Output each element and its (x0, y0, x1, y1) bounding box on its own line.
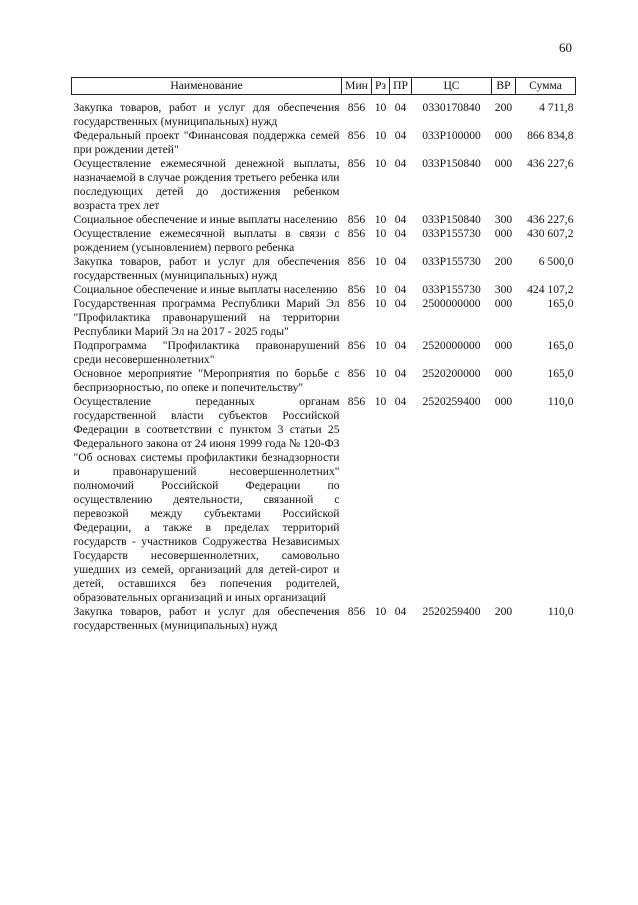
row-vr: 300 (494, 213, 513, 226)
row-rz: 10 (374, 213, 387, 226)
table-row (72, 227, 576, 255)
row-name: Осуществление переданных органам государственной власти субъектов Российской Федерации в соответствии с пунктом 3 статьи 25 Федерального закона от 24 июня 1999 года № 120-ФЗ "Об основах системы профилактики безнадзорности и правонарушений несовершеннолетних" полномочий Российской Федерации по осуществлению деятельности, связанной с перевозкой между субъектами Российской Федерации, а также в пределах территорий государств - участников Содружества Независимых Государств несовершеннолетних, самовольно ушедших из семей, организаций для детей-сирот и детей, оставшихся без попечения родителей, образовательных организаций и иных организаций (73, 395, 340, 604)
row-pr: 04 (394, 297, 407, 310)
row-name: Государственная программа Республики Марий Эл "Профилактика правонарушений на территории Республики Марий Эл на 2017 - 2025 годы" (73, 297, 340, 338)
row-sum: 110,0 (547, 395, 574, 408)
row-vr: 000 (494, 297, 513, 310)
row-name: Федеральный проект "Финансовая поддержка семей при рождении детей" (73, 129, 340, 156)
table-row (72, 367, 576, 395)
row-rz: 10 (374, 395, 387, 408)
row-vr: 000 (494, 395, 513, 408)
table-row (72, 101, 576, 129)
row-cs: 2520200000 (422, 367, 481, 380)
row-pr: 04 (394, 339, 407, 352)
row-min: 856 (347, 297, 366, 310)
header-name: Наименование (72, 78, 342, 95)
row-sum: 866 834,8 (527, 129, 574, 142)
header-sum: Сумма (516, 78, 576, 95)
row-min: 856 (347, 157, 366, 170)
row-vr: 200 (494, 605, 513, 618)
row-rz: 10 (374, 339, 387, 352)
row-sum: 165,0 (547, 367, 574, 380)
row-sum: 165,0 (547, 339, 574, 352)
table-row (72, 395, 576, 605)
table-row (72, 297, 576, 339)
row-cs: 2520000000 (422, 339, 481, 352)
row-sum: 110,0 (547, 605, 574, 618)
row-vr: 000 (494, 129, 513, 142)
row-pr: 04 (394, 227, 407, 240)
row-cs: 0330170840 (422, 101, 481, 114)
table-row (72, 283, 576, 297)
row-name: Подпрограмма "Профилактика правонарушений среди несовершеннолетних" (73, 339, 340, 366)
row-name: Осуществление ежемесячной выплаты в связи с рождением (усыновлением) первого ребенка (73, 227, 340, 254)
table-row (72, 255, 576, 283)
row-pr: 04 (394, 395, 407, 408)
row-rz: 10 (374, 129, 387, 142)
row-vr: 000 (494, 227, 513, 240)
row-sum: 4 711,8 (539, 101, 574, 114)
row-sum: 436 227,6 (527, 157, 574, 170)
row-vr: 300 (494, 283, 513, 296)
row-min: 856 (347, 367, 366, 380)
header-pr: ПР (390, 78, 412, 95)
row-vr: 200 (494, 101, 513, 114)
budget-table (71, 77, 576, 633)
row-rz: 10 (374, 101, 387, 114)
row-min: 856 (347, 129, 366, 142)
row-cs: 033P155730 (422, 227, 481, 240)
row-cs: 033P100000 (422, 129, 481, 142)
row-min: 856 (347, 395, 366, 408)
header-min: Мин (342, 78, 372, 95)
row-sum: 165,0 (547, 297, 574, 310)
row-vr: 200 (494, 255, 513, 268)
row-name: Социальное обеспечение и иные выплаты населению (73, 213, 338, 226)
row-rz: 10 (374, 367, 387, 380)
row-min: 856 (347, 605, 366, 618)
row-pr: 04 (394, 101, 407, 114)
row-rz: 10 (374, 227, 387, 240)
table-row (72, 605, 576, 633)
table-row (72, 129, 576, 157)
row-name: Закупка товаров, работ и услуг для обеспечения государственных (муниципальных) нужд (73, 605, 340, 632)
row-min: 856 (347, 227, 366, 240)
row-cs: 2500000000 (422, 297, 481, 310)
row-name: Осуществление ежемесячной денежной выплаты, назначаемой в случае рождения третьего ребенка или последующих детей до достижения ребенком возраста трех лет (73, 157, 340, 212)
row-pr: 04 (394, 255, 407, 268)
row-cs: 033P155730 (422, 255, 481, 268)
page-number: 60 (559, 40, 572, 55)
row-cs: 033P150840 (422, 157, 481, 170)
row-name: Закупка товаров, работ и услуг для обеспечения государственных (муниципальных) нужд (73, 255, 340, 282)
header-cs: ЦС (412, 78, 492, 95)
row-pr: 04 (394, 213, 407, 226)
row-min: 856 (347, 255, 366, 268)
row-cs: 033P155730 (422, 283, 481, 296)
row-min: 856 (347, 213, 366, 226)
row-sum: 6 500,0 (538, 255, 574, 268)
row-min: 856 (347, 101, 366, 114)
row-name: Основное мероприятие "Мероприятия по борьбе с беспризорностью, по опеке и попечительству" (73, 367, 340, 394)
row-cs: 2520259400 (422, 395, 481, 408)
row-name: Социальное обеспечение и иные выплаты населению (73, 283, 338, 296)
row-rz: 10 (374, 157, 387, 170)
row-vr: 000 (494, 339, 513, 352)
row-pr: 04 (394, 129, 407, 142)
table-row (72, 157, 576, 213)
row-sum: 424 107,2 (527, 283, 574, 296)
row-name: Закупка товаров, работ и услуг для обеспечения государственных (муниципальных) нужд (73, 101, 340, 128)
row-rz: 10 (374, 605, 387, 618)
row-cs: 2520259400 (422, 605, 481, 618)
row-rz: 10 (374, 297, 387, 310)
row-min: 856 (347, 339, 366, 352)
table-row (72, 339, 576, 367)
table-row (72, 213, 576, 227)
row-rz: 10 (374, 283, 387, 296)
row-pr: 04 (394, 605, 407, 618)
row-vr: 000 (494, 157, 513, 170)
row-cs: 033P150840 (422, 213, 481, 226)
row-vr: 000 (494, 367, 513, 380)
row-sum: 430 607,2 (527, 227, 574, 240)
row-pr: 04 (394, 157, 407, 170)
row-pr: 04 (394, 367, 407, 380)
header-rz: Рз (372, 78, 390, 95)
row-rz: 10 (374, 255, 387, 268)
row-min: 856 (347, 283, 366, 296)
table-header-row (72, 78, 576, 95)
header-vr: ВР (492, 78, 516, 95)
row-sum: 436 227,6 (527, 213, 574, 226)
row-pr: 04 (394, 283, 407, 296)
